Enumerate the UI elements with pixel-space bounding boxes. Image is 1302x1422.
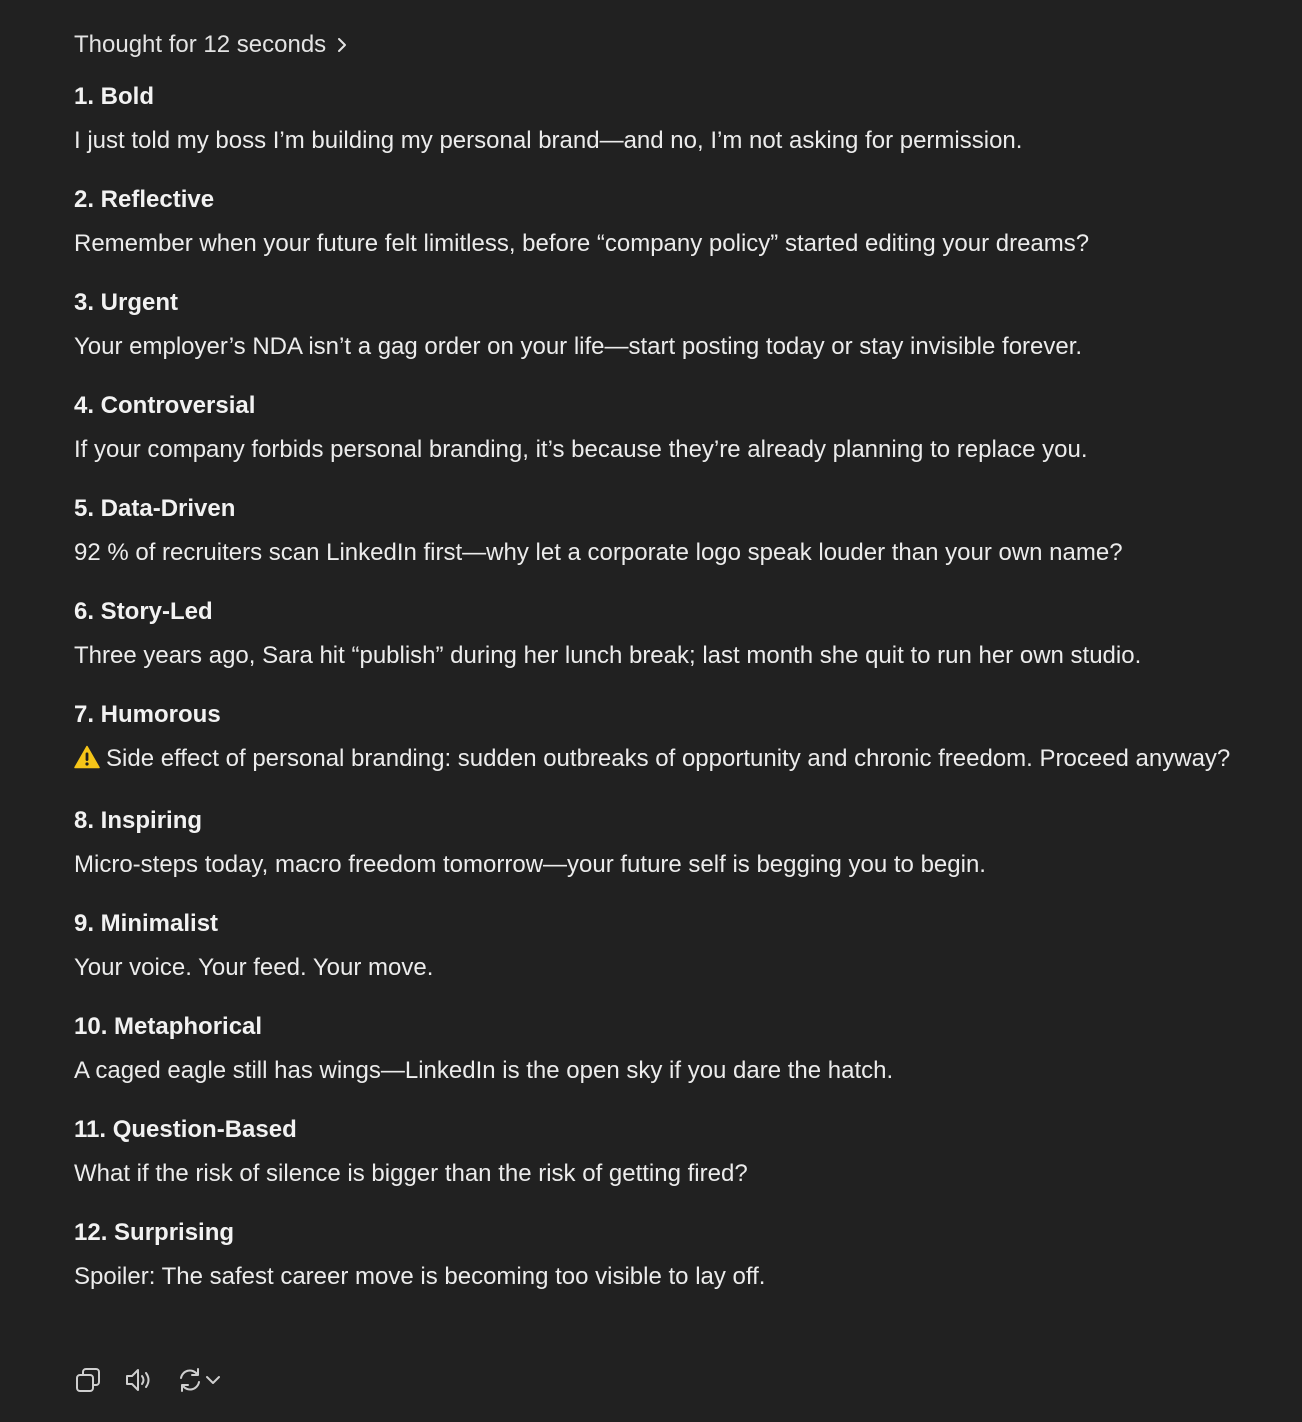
- list-item: [74, 80, 1264, 163]
- item-title: 8. Inspiring: [74, 807, 203, 834]
- read-aloud-icon: [124, 1366, 154, 1394]
- item-text: Three years ago, Sara hit “publish” during her lunch break; last month she quit to run her own studio.: [74, 642, 1142, 669]
- thought-label: Thought for 12 seconds: [74, 31, 327, 58]
- chevron-down-icon: [204, 1373, 222, 1387]
- warning-icon: [74, 739, 100, 784]
- message-actions: [74, 1366, 222, 1394]
- item-title: 11. Question-Based: [74, 1116, 297, 1143]
- item-text: Remember when your future felt limitless, before “company policy” started editing your dreams?: [74, 230, 1090, 257]
- list-item: [74, 595, 1264, 678]
- item-title: 3. Urgent: [74, 289, 179, 316]
- item-text: 92 % of recruiters scan LinkedIn first—why let a corporate logo speak louder than your own name?: [74, 539, 1123, 566]
- copy-button[interactable]: [74, 1366, 102, 1394]
- list-item: [74, 1216, 1264, 1299]
- item-title: 4. Controversial: [74, 392, 256, 419]
- item-text: Micro-steps today, macro freedom tomorrow—your future self is begging you to begin.: [74, 851, 986, 878]
- item-text-with-icon: [74, 736, 1264, 784]
- item-text: Spoiler: The safest career move is becoming too visible to lay off.: [74, 1263, 766, 1290]
- list-item: [74, 907, 1264, 990]
- regenerate-button[interactable]: [176, 1366, 222, 1394]
- list-item: [74, 1010, 1264, 1093]
- item-title: 2. Reflective: [74, 186, 215, 213]
- assistant-message: [74, 28, 1264, 1319]
- item-text: Side effect of personal branding: sudden outbreaks of opportunity and chronic freedom. Proceed anyway?: [106, 745, 1231, 772]
- chevron-right-icon: [336, 36, 348, 54]
- item-text: If your company forbids personal branding, it’s because they’re already planning to replace you.: [74, 436, 1088, 463]
- regenerate-icon: [176, 1366, 204, 1394]
- item-title: 10. Metaphorical: [74, 1013, 263, 1040]
- item-text: I just told my boss I’m building my personal brand—and no, I’m not asking for permission.: [74, 127, 1023, 154]
- list-item: [74, 492, 1264, 575]
- read-aloud-button[interactable]: [124, 1366, 154, 1394]
- item-text: A caged eagle still has wings—LinkedIn is the open sky if you dare the hatch.: [74, 1057, 894, 1084]
- item-title: 12. Surprising: [74, 1219, 235, 1246]
- item-title: 7. Humorous: [74, 701, 221, 728]
- item-text: Your voice. Your feed. Your move.: [74, 954, 434, 981]
- copy-icon: [74, 1366, 102, 1394]
- list-item: [74, 804, 1264, 887]
- list-item: [74, 183, 1264, 266]
- item-text: Your employer’s NDA isn’t a gag order on your life—start posting today or stay invisible forever.: [74, 333, 1083, 360]
- list-item: [74, 698, 1264, 784]
- list-item: [74, 389, 1264, 472]
- item-title: 1. Bold: [74, 83, 155, 110]
- item-title: 6. Story-Led: [74, 598, 213, 625]
- item-title: 5. Data-Driven: [74, 495, 236, 522]
- item-text: What if the risk of silence is bigger than the risk of getting fired?: [74, 1160, 748, 1187]
- list-item: [74, 1113, 1264, 1196]
- item-title: 9. Minimalist: [74, 910, 219, 937]
- list-item: [74, 286, 1264, 369]
- thought-toggle[interactable]: [74, 28, 348, 62]
